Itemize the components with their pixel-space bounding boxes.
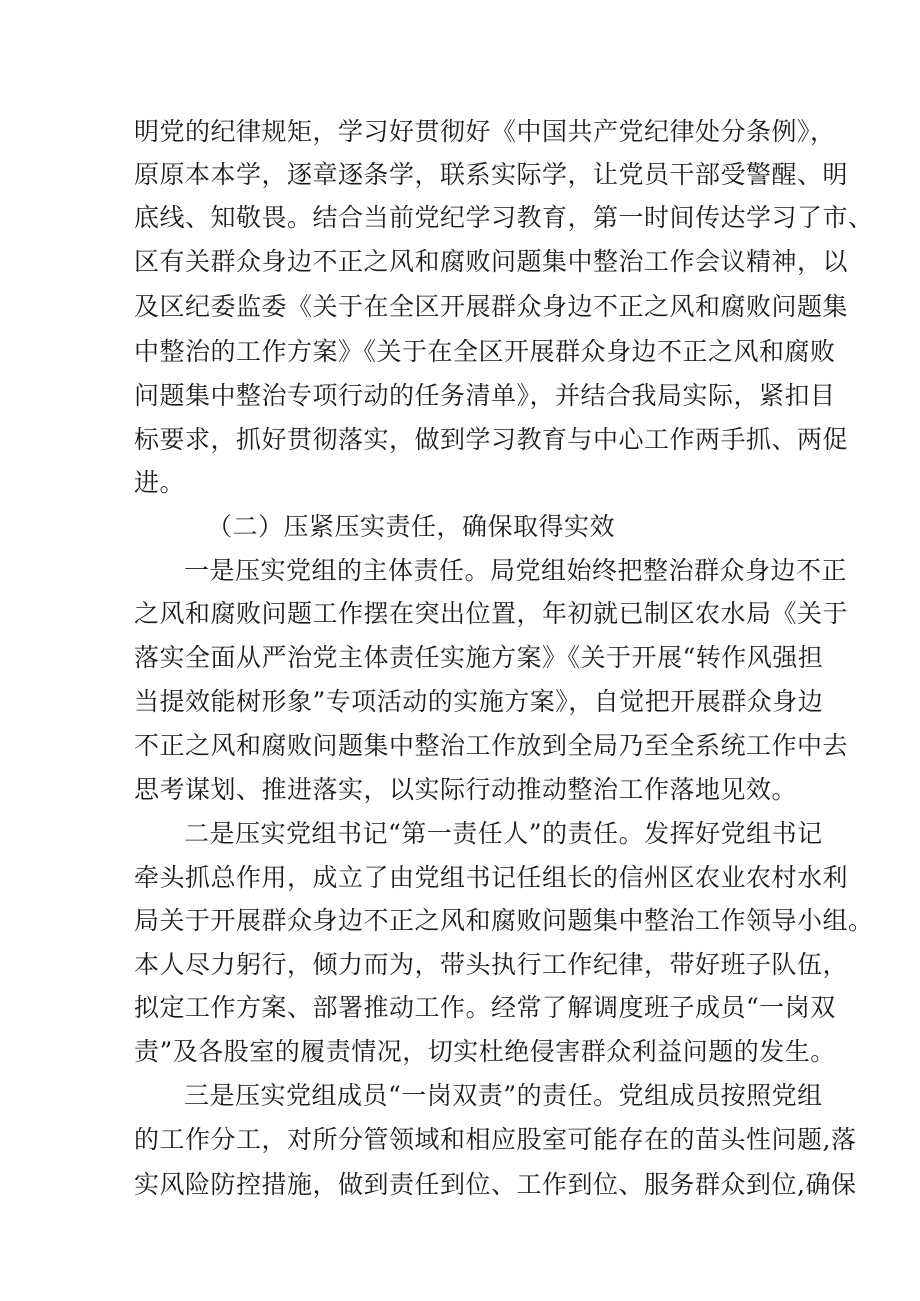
text-line: 底线、知敬畏。结合当前党纪学习教育，第一时间传达学习了市、 xyxy=(134,203,874,232)
text-line: 责”及各股室的履责情况，切实杜绝侵害群众利益问题的发生。 xyxy=(134,1037,836,1066)
text-line: 的工作分工，对所分管领域和相应股室可能存在的苗头性问题,落 xyxy=(134,1125,857,1154)
text-line: 明党的纪律规矩，学习好贯彻好《中国共产党纪律处分条例》， xyxy=(134,117,836,146)
text-line: 牵头抓总作用，成立了由党组书记任组长的信州区农业农村水利 xyxy=(134,863,849,892)
text-line: 标要求，抓好贯彻落实，做到学习教育与中心工作两手抓、两促 xyxy=(134,425,849,454)
text-line: 局关于开展群众身边不正之风和腐败问题集中整治工作领导小组。 xyxy=(134,906,874,935)
text-line: 进。 xyxy=(134,468,186,497)
paragraph-start-line: 三是压实党组成员“一岗双责”的责任。党组成员按照党组 xyxy=(184,1081,823,1110)
text-line: 问题集中整治专项行动的任务清单》，并结合我局实际，紧扣目 xyxy=(134,381,836,410)
text-line: 不正之风和腐败问题集中整治工作放到全局乃至全系统工作中去 xyxy=(134,731,849,760)
text-line: 中整治的工作方案》《关于在全区开展群众身边不正之风和腐败 xyxy=(134,337,836,366)
text-line: 原原本本学，逐章逐条学，联系实际学，让党员干部受警醒、明 xyxy=(134,160,849,189)
text-line: 落实全面从严治党主体责任实施方案》《关于开展“转作风强担 xyxy=(134,643,824,672)
paragraph-start-line: 二是压实党组书记“第一责任人”的责任。发挥好党组书记 xyxy=(184,819,823,848)
text-line: 本人尽力躬行，倾力而为，带头执行工作纪律，带好班子队伍， xyxy=(134,950,849,979)
text-line: 实风险防控措施，做到责任到位、工作到位、服务群众到位,确保 xyxy=(134,1170,857,1199)
text-line: 当提效能树形象”专项活动的实施方案》，自觉把开展群众身边 xyxy=(134,687,824,716)
section-heading: （二）压紧压实责任，确保取得实效 xyxy=(207,512,616,541)
text-line: 之风和腐败问题工作摆在突出位置，年初就已制区农水局《关于 xyxy=(134,599,849,628)
text-line: 思考谋划、推进落实，以实际行动推动整治工作落地见效。 xyxy=(134,775,798,804)
text-line: 区有关群众身边不正之风和腐败问题集中整治工作会议精神，以 xyxy=(134,247,849,276)
text-line: 拟定工作方案、部署推动工作。经常了解调度班子成员“一岗双 xyxy=(134,993,836,1022)
text-line: 及区纪委监委《关于在全区开展群众身边不正之风和腐败问题集 xyxy=(134,292,849,321)
paragraph-start-line: 一是压实党组的主体责任。局党组始终把整治群众身边不正 xyxy=(184,556,848,585)
